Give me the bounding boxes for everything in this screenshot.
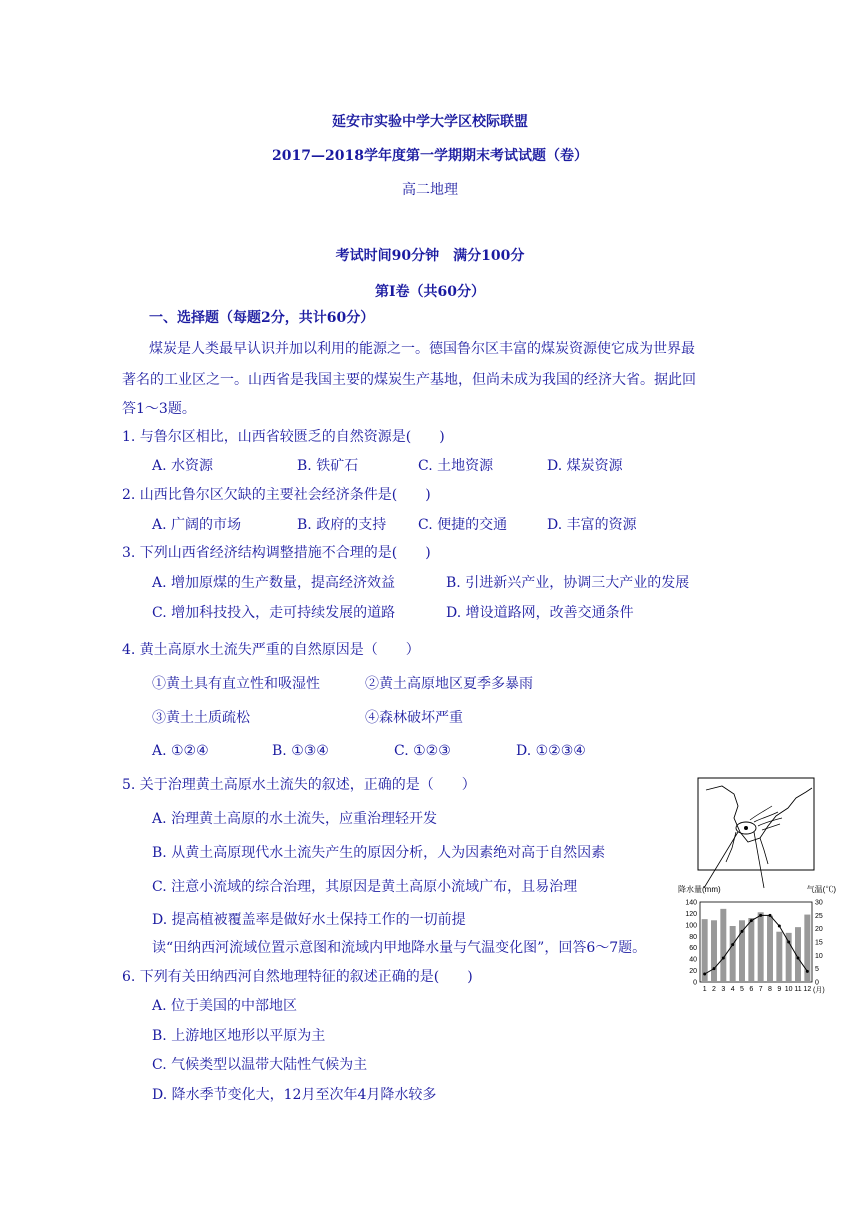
q6-option-b: B. 上游地区地形以平原为主 xyxy=(152,1028,326,1044)
q5-option-b: B. 从黄土高原现代水土流失产生的原因分析，人为因素绝对高于自然因素 xyxy=(152,845,606,861)
subject-title: 高二地理 xyxy=(402,182,458,198)
q3-option-d: D. 增设道路网，改善交通条件 xyxy=(446,605,634,621)
left-tick-label: 0 xyxy=(693,979,697,987)
right-tick-label: 10 xyxy=(815,952,823,960)
temp-point xyxy=(787,941,790,944)
right-axis-ticks xyxy=(815,900,823,987)
q2-option-b: B. 政府的支持 xyxy=(297,517,387,533)
right-tick-label: 20 xyxy=(815,926,823,934)
q3-option-b: B. 引进新兴产业，协调三大产业的发展 xyxy=(446,575,690,591)
temp-point xyxy=(703,973,706,976)
left-tick-label: 20 xyxy=(689,968,697,976)
section-title: 一、选择题（每题2分，共计60分） xyxy=(149,310,375,326)
temp-point xyxy=(806,970,809,973)
q6-stem: 6. 下列有关田纳西河自然地理特征的叙述正确的是( ) xyxy=(122,969,473,985)
x-axis-ticks xyxy=(703,986,812,993)
x-tick-label: 12 xyxy=(803,986,812,993)
q4-option-d: D. ①②③④ xyxy=(516,743,586,759)
location-map xyxy=(698,778,814,888)
q5-option-a: A. 治理黄土高原的水土流失，应重治理轻开发 xyxy=(152,811,438,827)
q2-option-c: C. 便捷的交通 xyxy=(418,517,508,533)
q3-option-c: C. 增加科技投入，走可持续发展的道路 xyxy=(152,605,396,621)
right-axis-label: 气温(℃) xyxy=(806,885,836,894)
temperature-line xyxy=(703,914,809,976)
x-tick-label: 7 xyxy=(758,986,763,993)
q4-item-2: ②黄土高原地区夏季多暴雨 xyxy=(365,676,533,692)
left-tick-label: 60 xyxy=(689,945,697,953)
q4-option-b: B. ①③④ xyxy=(272,743,329,759)
precip-bar xyxy=(748,918,754,982)
q1-option-b: B. 铁矿石 xyxy=(297,458,359,474)
temp-point xyxy=(713,967,716,970)
q4-item-1: ①黄土具有直立性和吸湿性 xyxy=(152,676,320,692)
temp-curve xyxy=(705,915,808,974)
x-tick-label: 3 xyxy=(721,986,726,993)
temp-point xyxy=(741,930,744,933)
q5-option-d: D. 提高植被覆盖率是做好水土保持工作的一切前提 xyxy=(152,912,466,928)
passage-line: 著名的工业区之一。山西省是我国主要的煤炭生产基地，但尚未成为我国的经济大省。据此回 xyxy=(122,372,696,388)
q1-option-d: D. 煤炭资源 xyxy=(547,458,623,474)
temp-point xyxy=(769,914,772,917)
x-tick-label: 11 xyxy=(794,986,802,993)
temp-point xyxy=(797,957,800,960)
passage-line: 煤炭是人类最早认识并加以利用的能源之一。德国鲁尔区丰富的煤炭资源使它成为世界最 xyxy=(149,341,695,357)
right-tick-label: 0 xyxy=(815,979,819,987)
x-tick-label: 2 xyxy=(712,986,716,993)
map-frame xyxy=(698,778,814,870)
temp-point xyxy=(722,957,725,960)
q6-option-c: C. 气候类型以温带大陆性气候为主 xyxy=(152,1057,368,1073)
precip-bar xyxy=(786,933,792,982)
q2-option-d: D. 丰富的资源 xyxy=(547,517,637,533)
q1-stem: 1. 与鲁尔区相比，山西省较匮乏的自然资源是( ) xyxy=(122,429,445,445)
q4-item-4: ④森林破坏严重 xyxy=(365,710,463,726)
part-title: 第Ⅰ卷（共60分） xyxy=(374,284,486,300)
q1-option-a: A. 水资源 xyxy=(152,458,214,474)
precip-bar xyxy=(767,916,773,982)
right-tick-label: 5 xyxy=(815,966,819,974)
x-tick-label: 5 xyxy=(740,986,744,993)
left-tick-label: 120 xyxy=(685,910,697,918)
q1-option-c: C. 土地资源 xyxy=(418,458,494,474)
q3-stem: 3. 下列山西省经济结构调整措施不合理的是( ) xyxy=(122,545,431,561)
temp-point xyxy=(759,914,762,917)
school-title: 延安市实验中学大学区校际联盟 xyxy=(332,114,528,130)
right-tick-label: 25 xyxy=(815,912,823,920)
precip-bar xyxy=(776,932,782,982)
time-score: 考试时间90分钟 满分100分 xyxy=(335,248,525,264)
x-tick-label: 9 xyxy=(777,986,782,993)
q2-option-a: A. 广阔的市场 xyxy=(152,517,242,533)
x-tick-label: 1 xyxy=(702,986,707,993)
right-tick-label: 15 xyxy=(815,939,823,947)
tennessee-river-figure xyxy=(676,776,838,994)
precip-bar xyxy=(758,912,764,982)
exam-title: 2017—2018学年度第一学期期末考试试题（卷） xyxy=(272,148,588,164)
right-tick-label: 30 xyxy=(815,899,823,907)
passage-line: 答1～3题。 xyxy=(122,401,196,417)
x-tick-label: 8 xyxy=(768,986,772,993)
temp-point xyxy=(778,925,781,928)
x-tick-label: 4 xyxy=(730,986,735,993)
x-tick-label: 10 xyxy=(784,986,793,993)
precip-bar xyxy=(720,909,726,982)
left-tick-label: 40 xyxy=(689,956,697,964)
x-tick-label: 6 xyxy=(749,986,754,993)
x-unit-label: (月) xyxy=(813,987,825,994)
q4-stem: 4. 黄土高原水土流失严重的自然原因是（ ） xyxy=(122,642,420,658)
q6-option-d: D. 降水季节变化大，12月至次年4月降水较多 xyxy=(152,1087,437,1103)
q5-stem: 5. 关于治理黄土高原水土流失的叙述，正确的是（ ） xyxy=(122,777,476,793)
figure-svg xyxy=(676,776,838,994)
site-jia-marker xyxy=(744,826,748,830)
left-axis-ticks xyxy=(685,900,697,987)
q4-option-c: C. ①②③ xyxy=(394,743,451,759)
q5-option-c: C. 注意小流域的综合治理，其原因是黄土高原小流域广布，且易治理 xyxy=(152,879,578,895)
left-tick-label: 140 xyxy=(685,899,697,907)
precip-bar xyxy=(711,920,717,982)
q3-option-a: A. 增加原煤的生产数量，提高经济效益 xyxy=(152,575,396,591)
left-tick-label: 80 xyxy=(689,933,697,941)
intro-q6-7: 读“田纳西河流域位置示意图和流域内甲地降水量与气温变化图”，回答6～7题。 xyxy=(152,940,647,956)
left-tick-label: 100 xyxy=(685,922,697,930)
temp-point xyxy=(731,943,734,946)
precip-bars xyxy=(702,909,811,982)
left-axis-label: 降水量(mm) xyxy=(678,885,721,894)
q6-option-a: A. 位于美国的中部地区 xyxy=(152,998,298,1014)
precip-bar xyxy=(730,926,736,982)
q4-option-a: A. ①②④ xyxy=(152,743,209,759)
q2-stem: 2. 山西比鲁尔区欠缺的主要社会经济条件是( ) xyxy=(122,487,431,503)
q4-item-3: ③黄土土质疏松 xyxy=(152,710,250,726)
temp-point xyxy=(750,919,753,922)
